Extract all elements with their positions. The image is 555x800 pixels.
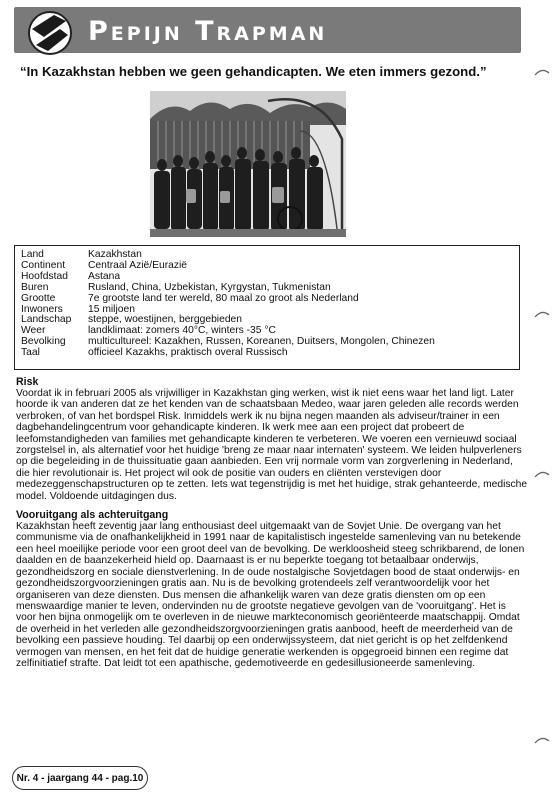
fact-value: 15 miljoen — [88, 303, 135, 315]
binder-hole-icon — [534, 310, 550, 318]
fact-row — [21, 294, 513, 305]
fact-label: Land — [21, 249, 44, 260]
fact-label: Weer — [21, 325, 46, 337]
header-title: Pepijn Trapman — [88, 16, 328, 47]
section-heading: Vooruitgang als achteruitgang — [16, 509, 169, 522]
fact-value: landklimaat: zomers 40°C, winters -35 °C — [88, 325, 276, 337]
issue-label: Nr. 4 - jaargang 44 - pag.10 — [16, 772, 144, 784]
fact-label: Bevolking — [21, 336, 66, 348]
fact-value: Centraal Azië/Eurazië — [88, 259, 188, 271]
fact-value: Kazakhstan — [88, 249, 142, 260]
fact-row — [21, 348, 513, 359]
section-paragraph: Kazakhstan heeft zeventig jaar lang enthousiast deel uitgemaakt van de Sovjet Unie. De overgang van het communisme via de onafhankelijkheid in 1991 naar de kapitalistisch ingestelde samenleving van nu betekende een heel moeilijke periode voor een groot deel van de bevolking. De werkloosheid steeg schrikbarend, de lonen daalden en de baanzekerheid hield op. Daarnaast is er nu beperkte toegang tot betaalbaar onderwijs, gezondheidszorg en sociale dienstverlening. In de oude nostalgische Sovjetdagen bood de staat onderwijs- en gezondheidszorgvoorzieningen gratis aan. Nu is de bevolking grotendeels zelf verantwoordelijk voor het organiseren van deze diensten. Dus mensen die afhankelijk waren van deze gratis diensten om op een menswaardige manier te leven, ondervinden nu de grootste negatieve gevolgen van de 'vooruitgang'. Het is voor hen bijna onmogelijk om te overleven in de nieuwe markteconomisch georiënteerde maatschappij. Omdat de overheid in het verleden alle gezondheidszorgvoorzieningen gratis aanbood, heeft de meerderheid van de bevolking een passieve houding. Tel daarbij op een onderwijssysteem, dat niet gericht is op het zelfdenkend vermogen van mensen, en het feit dat de huidige generatie werkenden is opgegroeid binnen een regime dat zelfinitiatief strafte. Dat leidt tot een apathische, gedemotiveerde en gedesillusioneerde samenleving. — [16, 521, 525, 669]
fact-row — [21, 283, 513, 294]
page-footer — [12, 766, 148, 790]
pull-quote: “In Kazakhstan hebben we geen gehandicapten. We eten immers gezond.” — [20, 64, 487, 79]
fact-value: steppe, woestijnen, berggebieden — [88, 314, 242, 326]
binder-hole-icon — [534, 736, 550, 744]
logo-icon — [28, 11, 72, 55]
section-heading: Risk — [16, 376, 39, 388]
section-paragraph: Voordat ik in februari 2005 als vrijwilliger in Kazakhstan ging werken, wist ik niet eens waar het land ligt. Later hoorde ik van anderen dat ze het kenden van de schaatsbaan Medeo, waar jaren geleden alle records werden verbroken, of van het bordspel Risk. Inmiddels werk ik nu bijna negen maanden als adviseur/trainer in een dagbehandelingcentrum voor gehandicapte kinderen. Ik werk mee aan een project dat probeert de leefomstandigheden van families met gehandicapte kinderen te verbeteren. We voeren een vernieuwd sociaal zorgstelsel in, als alternatief voor het huidige 'breng ze maar naar internaten' systeem. We leiden hulpverleners op die begeleiding in de thuissituatie gaan aanbieden. Een vrij normale vorm van zorgverlening in Nederland, die hier revolutionair is. Het project wil ook de positie van ouders en cliënten verstevigen door medezeggenschapstructuren op te zetten. Iets wat tegenstrijdig is met het huidige, strak gehanteerde, medische model. Voldoende uitdagingen dus. — [16, 388, 528, 502]
fact-value: Astana — [88, 270, 121, 282]
fact-value: Rusland, China, Uzbekistan, Kyrgystan, Tukmenistan — [88, 281, 331, 293]
group-photo — [150, 91, 346, 237]
fact-label: Taal — [21, 347, 40, 359]
fact-label: Hoofdstad — [21, 270, 68, 282]
fact-label: Landschap — [21, 314, 72, 326]
fact-label: Continent — [21, 259, 66, 271]
fact-label: Grootte — [21, 292, 56, 304]
country-facts-box — [14, 245, 520, 370]
fact-label: Buren — [21, 281, 49, 293]
binder-hole-icon — [534, 470, 550, 478]
fact-value: 7e grootste land ter wereld, 80 maal zo groot als Nederland — [88, 292, 359, 304]
fact-value: multicultureel: Kazakhen, Russen, Koreanen, Duitsers, Mongolen, Chinezen — [88, 336, 435, 348]
fact-value: officieel Kazakhs, praktisch overal Russisch — [88, 347, 288, 359]
binder-hole-icon — [534, 68, 550, 76]
page-header — [14, 7, 521, 53]
article-body — [16, 376, 528, 676]
fact-label: Inwoners — [21, 303, 63, 315]
